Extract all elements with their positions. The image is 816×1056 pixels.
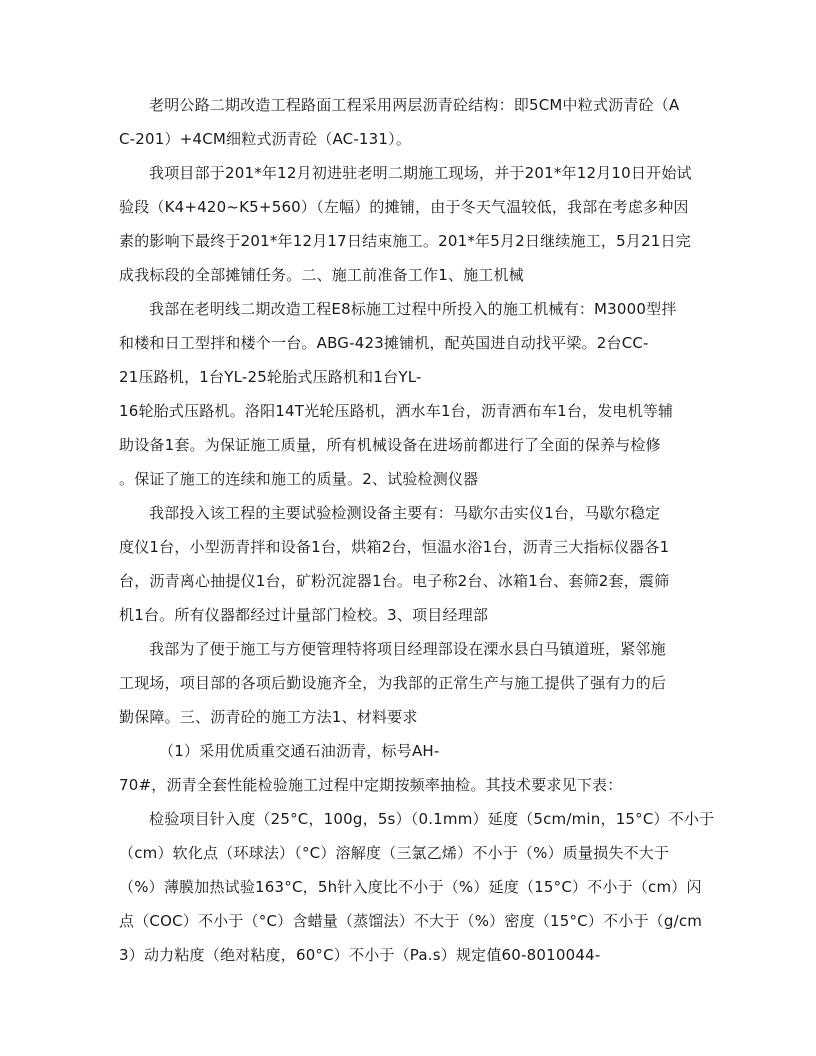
- paragraph-line: 台，沥青离心抽提仪1台，矿粉沉淀器1台。电子称2台、冰箱1台、套筛2套，震筛: [119, 572, 670, 590]
- paragraph-line: 我项目部于201*年12月初进驻老明二期施工现场，并于201*年12月10日开始试: [149, 164, 692, 182]
- paragraph-line: 和楼和日工型拌和楼个一台。ABG-423摊铺机，配英国进自动找平梁。2台CC-: [119, 334, 649, 352]
- paragraph-line: 机1台。所有仪器都经过计量部门检校。3、项目经理部: [119, 606, 489, 624]
- paragraph-line: 老明公路二期改造工程路面工程采用两层沥青砼结构：即5CM中粒式沥青砼（A: [149, 96, 680, 114]
- paragraph-line: 验段（K4+420~K5+560）（左幅）的摊铺，由于冬天气温较低，我部在考虑多种因: [119, 198, 689, 216]
- paragraph-line: 度仪1台，小型沥青拌和设备1台，烘箱2台，恒温水浴1台，沥青三大指标仪器各1: [119, 538, 670, 556]
- paragraph-line: 助设备1套。为保证施工质量，所有机械设备在进场前都进行了全面的保养与检修: [119, 436, 661, 454]
- paragraph-line: 工现场，项目部的各项后勤设施齐全，为我部的正常生产与施工提供了强有力的后: [119, 674, 667, 692]
- paragraph-line: 3）动力粘度（绝对粘度，60°C）不小于（Pa.s）规定值60-8010044-: [119, 946, 601, 964]
- paragraph-line: 16轮胎式压路机。洛阳14T光轮压路机，洒水车1台，沥青洒布车1台，发电机等辅: [119, 402, 674, 420]
- paragraph-line: （cm）软化点（环球法）（°C）溶解度（三氯乙烯）不小于（%）质量损失不大于: [119, 844, 670, 862]
- paragraph-line: 检验项目针入度（25°C，100g，5s）（0.1mm）延度（5cm/min，15°C）不小于: [149, 810, 715, 828]
- paragraph-line: 我部为了便于施工与方便管理特将项目经理部设在溧水县白马镇道班，紧邻施: [149, 640, 666, 658]
- paragraph-line: 70#，沥青全套性能检验施工过程中定期按频率抽检。其技术要求见下表：: [119, 776, 623, 794]
- document-body: [119, 88, 715, 972]
- paragraph-line: C-201）+4CM细粒式沥青砼（AC-131）。: [119, 130, 412, 148]
- paragraph-line: 我部投入该工程的主要试验检测设备主要有：马歇尔击实仪1台，马歇尔稳定: [149, 504, 661, 522]
- paragraph-line: 。保证了施工的连续和施工的质量。2、试验检测仪器: [119, 470, 479, 488]
- paragraph-line: （1）采用优质重交通石油沥青，标号AH-: [159, 742, 440, 760]
- paragraph-line: 勤保障。三、沥青砼的施工方法1、材料要求: [119, 708, 418, 726]
- paragraph-line: 成我标段的全部摊铺任务。二、施工前准备工作1、施工机械: [119, 266, 524, 284]
- paragraph-line: （%）薄膜加热试验163°C，5h针入度比不小于（%）延度（15°C）不小于（cm）闪: [119, 878, 702, 896]
- paragraph-line: 素的影响下最终于201*年12月17日结束施工。201*年5月2日继续施工，5月21日完: [119, 232, 691, 250]
- paragraph-line: 21压路机，1台YL-25轮胎式压路机和1台YL-: [119, 368, 422, 386]
- paragraph-line: 我部在老明线二期改造工程E8标施工过程中所投入的施工机械有：M3000型拌: [149, 300, 677, 318]
- paragraph-line: 点（COC）不小于（°C）含蜡量（蒸馏法）不大于（%）密度（15°C）不小于（g/cm: [119, 912, 703, 930]
